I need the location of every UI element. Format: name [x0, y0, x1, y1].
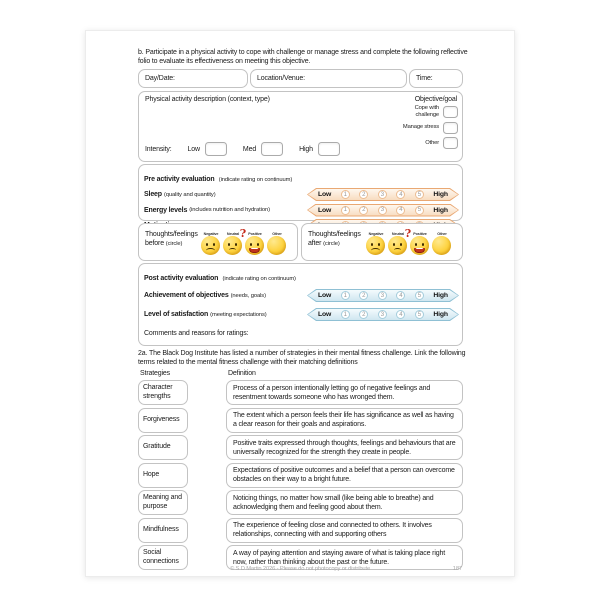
question-mark-icon: ?	[239, 227, 246, 240]
emoji-neutral-label: Neutral	[391, 231, 404, 236]
match-row	[138, 408, 468, 433]
page-number: 187	[452, 566, 462, 572]
blank-face-icon	[432, 236, 451, 255]
definition-box[interactable]: Positive traits expressed through thoughts, feelings and behaviours that are universally recognized for the strength they create in people.	[226, 435, 463, 460]
question-mark-icon: ?	[404, 227, 411, 240]
positive-face-icon	[410, 236, 429, 255]
term-mindfulness[interactable]: Mindfulness	[138, 518, 188, 543]
day-date-label: Day/Date:	[145, 75, 175, 82]
positive-face-icon	[245, 236, 264, 255]
intensity-med-checkbox[interactable]	[261, 142, 283, 156]
scale-low-label: Low	[318, 311, 332, 318]
emoji-neutral-label: Neutral	[226, 231, 239, 236]
post-eval-title: Post activity evaluation	[144, 275, 219, 282]
satisfaction-note: (meeting expectations)	[210, 311, 267, 318]
rating-1[interactable]: 1	[341, 291, 350, 300]
other-objective-checkbox[interactable]	[443, 137, 458, 149]
footer-copyright: © S D Martin 2026 - Please do not photocopy or distribute	[229, 566, 371, 572]
satisfaction-label: Level of satisfaction	[144, 311, 209, 318]
post-eval-note: (indicate rating on continuum)	[222, 276, 296, 282]
scale-low-label: Low	[318, 191, 332, 198]
intensity-low-checkbox[interactable]	[205, 142, 227, 156]
rating-2[interactable]: 2	[359, 206, 368, 215]
section-2a-intro: 2a. The Black Dog Institute has listed a number of strategies in their mental fitness challenge. Link the following terms related to the mental fitness challenge with their matching definitions	[138, 350, 466, 366]
time-label: Time:	[416, 75, 433, 82]
achievement-note: (needs, goals)	[230, 292, 266, 299]
emoji-positive[interactable]	[245, 231, 264, 255]
rating-4[interactable]: 4	[396, 206, 405, 215]
emoji-other[interactable]	[267, 231, 286, 255]
definition-box[interactable]: Process of a person intentionally letting go of negative feelings and resentment towards someone who has wronged them.	[226, 380, 463, 405]
rating-4[interactable]: 4	[396, 190, 405, 199]
emoji-positive-label: Positive	[247, 231, 262, 236]
post-activity-evaluation-box	[138, 263, 463, 346]
energy-rating-scale	[307, 204, 459, 217]
rating-5[interactable]: 5	[415, 206, 424, 215]
negative-face-icon	[201, 236, 220, 255]
negative-face-icon	[366, 236, 385, 255]
rating-3[interactable]: 3	[378, 190, 387, 199]
energy-levels-label: Energy levels	[144, 206, 188, 214]
definition-box[interactable]: The experience of feeling close and connected to others. It involves relationships, connecting with and supporting others	[226, 518, 463, 543]
rating-5[interactable]: 5	[415, 190, 424, 199]
thoughts-after-box	[301, 223, 463, 261]
match-row	[138, 435, 468, 460]
definition-box[interactable]: Noticing things, no matter how small (like being able to breathe) and acknowledging them and feeling good about them.	[226, 490, 463, 515]
rating-5[interactable]: 5	[415, 310, 424, 319]
objectives-column	[338, 105, 458, 153]
thoughts-before-box	[138, 223, 298, 261]
matching-table	[138, 380, 468, 573]
scale-high-label: High	[433, 311, 448, 318]
match-row	[138, 463, 468, 488]
intensity-label: Intensity:	[145, 145, 172, 153]
definition-box[interactable]: Expectations of positive outcomes and a belief that a person can overcome obstacles on their way to a bright future.	[226, 463, 463, 488]
intensity-med-label: Med	[242, 145, 257, 153]
emoji-negative[interactable]	[366, 231, 385, 255]
pre-activity-evaluation-box	[138, 164, 463, 221]
achievement-rating-scale	[307, 289, 459, 302]
objective-row	[338, 122, 458, 134]
emoji-positive[interactable]	[410, 231, 429, 255]
term-social-connections[interactable]: Social connections	[138, 545, 188, 570]
definition-header: Definition	[228, 370, 256, 377]
emoji-positive-label: Positive	[412, 231, 427, 236]
rating-3[interactable]: 3	[378, 310, 387, 319]
location-venue-label: Location/Venue:	[257, 75, 305, 82]
term-hope[interactable]: Hope	[138, 463, 188, 488]
pre-eval-note: (indicate rating on continuum)	[218, 177, 293, 183]
objective-row	[338, 137, 458, 149]
match-row	[138, 490, 468, 515]
rating-4[interactable]: 4	[396, 291, 405, 300]
activity-description-label: Physical activity description (context, type)	[145, 96, 270, 103]
worksheet-page	[85, 30, 515, 577]
cope-with-challenge-label: Cope with challenge	[414, 105, 439, 118]
satisfaction-rating-scale	[307, 308, 459, 321]
rating-2[interactable]: 2	[359, 310, 368, 319]
pre-eval-title: Pre activity evaluation	[144, 176, 215, 183]
term-character-strengths[interactable]: Character strengths	[138, 380, 188, 405]
rating-5[interactable]: 5	[415, 291, 424, 300]
section-b-intro: b. Participate in a physical activity to cope with challenge or manage stress and complete the following reflective folio to evaluate its effectiveness on meeting this objective.	[138, 49, 468, 65]
term-forgiveness[interactable]: Forgiveness	[138, 408, 188, 433]
scale-low-label: Low	[318, 206, 332, 214]
rating-3[interactable]: 3	[378, 291, 387, 300]
emoji-other-label: Other	[436, 231, 447, 236]
intensity-high-label: High	[299, 145, 313, 153]
emoji-neutral[interactable]	[388, 227, 411, 255]
definition-box[interactable]: A way of paying attention and staying aware of what is taking place right now, rather than thinking about the past or the future.	[226, 545, 463, 570]
intensity-row	[145, 142, 340, 156]
rating-1[interactable]: 1	[341, 190, 350, 199]
intensity-high-checkbox[interactable]	[318, 142, 340, 156]
thoughts-before-note: (circle)	[165, 240, 183, 247]
sleep-note: (quality and quantity)	[163, 191, 216, 198]
achievement-row	[139, 286, 462, 305]
emoji-negative-label: Negative	[368, 231, 383, 236]
objective-row	[338, 105, 458, 118]
rating-4[interactable]: 4	[396, 310, 405, 319]
manage-stress-label: Manage stress	[402, 124, 439, 131]
energy-levels-row	[139, 203, 462, 219]
cope-with-challenge-checkbox[interactable]	[443, 106, 458, 118]
thoughts-after-note: (circle)	[323, 240, 340, 247]
day-date-field[interactable]	[138, 69, 248, 88]
thoughts-before-label: Thoughts/feelings before	[145, 231, 198, 247]
other-objective-label: Other	[425, 139, 439, 146]
objective-goal-label: Objective/goal	[414, 96, 457, 103]
rating-3[interactable]: 3	[378, 206, 387, 215]
activity-description-box[interactable]	[138, 91, 463, 162]
rating-2[interactable]: 2	[359, 291, 368, 300]
blank-face-icon	[267, 236, 286, 255]
scale-high-label: High	[433, 292, 448, 299]
intensity-low-label: Low	[187, 145, 200, 153]
scale-high-label: High	[433, 191, 448, 198]
scale-high-label: High	[433, 206, 448, 214]
emoji-other[interactable]	[432, 231, 451, 255]
term-meaning-and-purpose[interactable]: Meaning and purpose	[138, 490, 188, 515]
energy-levels-note: (includes nutrition and hydration)	[189, 207, 270, 214]
rating-2[interactable]: 2	[359, 190, 368, 199]
emoji-neutral[interactable]	[223, 227, 246, 255]
emoji-negative[interactable]	[201, 231, 220, 255]
manage-stress-checkbox[interactable]	[443, 122, 458, 134]
scale-low-label: Low	[318, 292, 332, 299]
comments-label: Comments and reasons for ratings:	[144, 330, 249, 337]
strategies-header: Strategies	[140, 370, 171, 377]
achievement-label: Achievement of objectives	[144, 292, 229, 299]
match-row	[138, 380, 468, 405]
rating-1[interactable]: 1	[341, 206, 350, 215]
sleep-label: Sleep	[144, 191, 162, 199]
satisfaction-row	[139, 305, 462, 324]
thoughts-after-label: Thoughts/feelings after	[308, 231, 361, 247]
emoji-negative-label: Negative	[203, 231, 218, 236]
sleep-rating-scale	[307, 188, 459, 201]
definition-box[interactable]: The extent which a person feels their life has significance as well as having a clear reason for their goals and aspirations.	[226, 408, 463, 433]
term-gratitude[interactable]: Gratitude	[138, 435, 188, 460]
time-field[interactable]	[409, 69, 463, 88]
rating-1[interactable]: 1	[341, 310, 350, 319]
match-row	[138, 518, 468, 543]
sleep-row	[139, 187, 462, 203]
emoji-other-label: Other	[271, 231, 282, 236]
location-venue-field[interactable]	[250, 69, 407, 88]
